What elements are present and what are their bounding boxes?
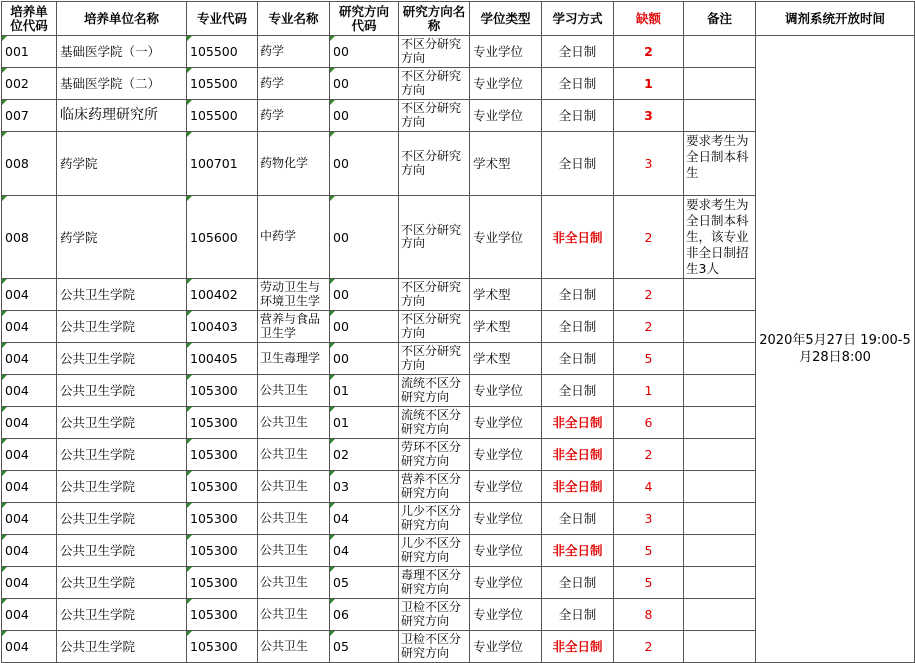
direction-code-cell: 04 <box>330 535 399 567</box>
major-name-cell: 公共卫生 <box>258 503 330 535</box>
remark-cell <box>684 439 756 471</box>
unit-code-cell: 008 <box>2 196 57 279</box>
study-mode-cell: 全日制 <box>542 599 614 631</box>
major-code-cell: 105300 <box>187 439 258 471</box>
major-code-cell: 105300 <box>187 535 258 567</box>
remark-cell <box>684 343 756 375</box>
major-code-cell: 100403 <box>187 311 258 343</box>
vacancy-cell: 2 <box>614 196 684 279</box>
major-name-cell: 公共卫生 <box>258 567 330 599</box>
degree-type-cell: 专业学位 <box>470 471 542 503</box>
major-name-cell: 公共卫生 <box>258 375 330 407</box>
vacancy-cell: 2 <box>614 36 684 68</box>
major-code-cell: 105300 <box>187 631 258 663</box>
header-major-code: 专业代码 <box>187 2 258 36</box>
remark-cell <box>684 471 756 503</box>
major-name-cell: 公共卫生 <box>258 631 330 663</box>
unit-name-cell: 公共卫生学院 <box>57 471 187 503</box>
remark-cell <box>684 36 756 68</box>
open-time-cell: 2020年5月27日 19:00-5月28日8:00 <box>756 36 915 663</box>
study-mode-cell: 全日制 <box>542 375 614 407</box>
unit-code-cell: 004 <box>2 631 57 663</box>
unit-code-cell: 004 <box>2 471 57 503</box>
degree-type-cell: 学术型 <box>470 132 542 196</box>
major-code-cell: 105500 <box>187 36 258 68</box>
degree-type-cell: 专业学位 <box>470 375 542 407</box>
degree-type-cell: 专业学位 <box>470 439 542 471</box>
direction-code-cell: 02 <box>330 439 399 471</box>
vacancy-cell: 5 <box>614 567 684 599</box>
remark-cell: 要求考生为全日制本科生 <box>684 132 756 196</box>
direction-code-cell: 06 <box>330 599 399 631</box>
direction-code-cell: 05 <box>330 567 399 599</box>
major-code-cell: 105300 <box>187 471 258 503</box>
unit-name-cell: 基础医学院（二） <box>57 68 187 100</box>
header-open-time: 调剂系统开放时间 <box>756 2 915 36</box>
direction-name-cell: 不区分研究方向 <box>399 132 470 196</box>
direction-code-cell: 00 <box>330 68 399 100</box>
unit-name-cell: 公共卫生学院 <box>57 631 187 663</box>
study-mode-cell: 全日制 <box>542 132 614 196</box>
direction-name-cell: 流统不区分研究方向 <box>399 375 470 407</box>
direction-code-cell: 00 <box>330 311 399 343</box>
direction-name-cell: 劳环不区分研究方向 <box>399 439 470 471</box>
vacancy-cell: 2 <box>614 279 684 311</box>
header-study-mode: 学习方式 <box>542 2 614 36</box>
major-code-cell: 105300 <box>187 503 258 535</box>
major-name-cell: 公共卫生 <box>258 599 330 631</box>
remark-cell <box>684 567 756 599</box>
direction-name-cell: 儿少不区分研究方向 <box>399 535 470 567</box>
study-mode-cell: 非全日制 <box>542 196 614 279</box>
vacancy-cell: 2 <box>614 439 684 471</box>
unit-code-cell: 004 <box>2 407 57 439</box>
degree-type-cell: 专业学位 <box>470 100 542 132</box>
unit-name-cell: 公共卫生学院 <box>57 311 187 343</box>
unit-code-cell: 008 <box>2 132 57 196</box>
direction-name-cell: 毒理不区分研究方向 <box>399 567 470 599</box>
direction-name-cell: 不区分研究方向 <box>399 196 470 279</box>
major-name-cell: 营养与食品卫生学 <box>258 311 330 343</box>
study-mode-cell: 全日制 <box>542 567 614 599</box>
study-mode-cell: 全日制 <box>542 311 614 343</box>
direction-code-cell: 04 <box>330 503 399 535</box>
vacancy-cell: 3 <box>614 100 684 132</box>
unit-name-cell: 公共卫生学院 <box>57 535 187 567</box>
header-unit-code: 培养单位代码 <box>2 2 57 36</box>
direction-code-cell: 01 <box>330 375 399 407</box>
major-name-cell: 卫生毒理学 <box>258 343 330 375</box>
direction-name-cell: 不区分研究方向 <box>399 343 470 375</box>
unit-code-cell: 002 <box>2 68 57 100</box>
major-name-cell: 药物化学 <box>258 132 330 196</box>
unit-code-cell: 004 <box>2 439 57 471</box>
major-name-cell: 中药学 <box>258 196 330 279</box>
degree-type-cell: 学术型 <box>470 279 542 311</box>
header-unit-name: 培养单位名称 <box>57 2 187 36</box>
remark-cell <box>684 375 756 407</box>
study-mode-cell: 非全日制 <box>542 471 614 503</box>
remark-cell <box>684 279 756 311</box>
unit-code-cell: 004 <box>2 279 57 311</box>
study-mode-cell: 非全日制 <box>542 631 614 663</box>
direction-name-cell: 不区分研究方向 <box>399 36 470 68</box>
major-code-cell: 105300 <box>187 407 258 439</box>
major-name-cell: 公共卫生 <box>258 407 330 439</box>
major-code-cell: 105300 <box>187 375 258 407</box>
major-code-cell: 100701 <box>187 132 258 196</box>
direction-name-cell: 营养不区分研究方向 <box>399 471 470 503</box>
study-mode-cell: 非全日制 <box>542 535 614 567</box>
study-mode-cell: 全日制 <box>542 503 614 535</box>
direction-name-cell: 不区分研究方向 <box>399 311 470 343</box>
major-name-cell: 药学 <box>258 68 330 100</box>
remark-cell <box>684 599 756 631</box>
unit-name-cell: 公共卫生学院 <box>57 567 187 599</box>
direction-code-cell: 00 <box>330 132 399 196</box>
major-code-cell: 105500 <box>187 100 258 132</box>
degree-type-cell: 专业学位 <box>470 503 542 535</box>
unit-code-cell: 004 <box>2 567 57 599</box>
degree-type-cell: 专业学位 <box>470 68 542 100</box>
unit-code-cell: 004 <box>2 535 57 567</box>
degree-type-cell: 专业学位 <box>470 631 542 663</box>
degree-type-cell: 学术型 <box>470 343 542 375</box>
major-name-cell: 药学 <box>258 36 330 68</box>
direction-name-cell: 不区分研究方向 <box>399 68 470 100</box>
vacancy-cell: 6 <box>614 407 684 439</box>
remark-cell <box>684 407 756 439</box>
major-name-cell: 公共卫生 <box>258 439 330 471</box>
unit-code-cell: 007 <box>2 100 57 132</box>
study-mode-cell: 全日制 <box>542 343 614 375</box>
major-code-cell: 105600 <box>187 196 258 279</box>
vacancy-cell: 3 <box>614 503 684 535</box>
vacancy-cell: 8 <box>614 599 684 631</box>
unit-code-cell: 001 <box>2 36 57 68</box>
unit-code-cell: 004 <box>2 343 57 375</box>
unit-name-cell: 临床药理研究所 <box>57 100 187 132</box>
vacancy-cell: 3 <box>614 132 684 196</box>
header-degree-type: 学位类型 <box>470 2 542 36</box>
direction-name-cell: 流统不区分研究方向 <box>399 407 470 439</box>
major-code-cell: 105300 <box>187 567 258 599</box>
major-name-cell: 药学 <box>258 100 330 132</box>
header-vacancies: 缺额 <box>614 2 684 36</box>
remark-cell: 要求考生为全日制本科生，该专业非全日制招生3人 <box>684 196 756 279</box>
unit-name-cell: 药学院 <box>57 132 187 196</box>
vacancy-cell: 5 <box>614 343 684 375</box>
direction-name-cell: 不区分研究方向 <box>399 279 470 311</box>
unit-name-cell: 公共卫生学院 <box>57 279 187 311</box>
direction-code-cell: 00 <box>330 196 399 279</box>
study-mode-cell: 全日制 <box>542 68 614 100</box>
degree-type-cell: 专业学位 <box>470 599 542 631</box>
major-code-cell: 105500 <box>187 68 258 100</box>
direction-code-cell: 00 <box>330 343 399 375</box>
unit-code-cell: 004 <box>2 311 57 343</box>
degree-type-cell: 专业学位 <box>470 196 542 279</box>
direction-name-cell: 儿少不区分研究方向 <box>399 503 470 535</box>
study-mode-cell: 非全日制 <box>542 407 614 439</box>
header-major-name: 专业名称 <box>258 2 330 36</box>
unit-name-cell: 公共卫生学院 <box>57 599 187 631</box>
degree-type-cell: 专业学位 <box>470 567 542 599</box>
remark-cell <box>684 100 756 132</box>
header-remarks: 备注 <box>684 2 756 36</box>
unit-name-cell: 公共卫生学院 <box>57 503 187 535</box>
study-mode-cell: 全日制 <box>542 100 614 132</box>
direction-code-cell: 00 <box>330 100 399 132</box>
direction-code-cell: 01 <box>330 407 399 439</box>
header-direction-name: 研究方向名称 <box>399 2 470 36</box>
direction-code-cell: 00 <box>330 36 399 68</box>
unit-name-cell: 公共卫生学院 <box>57 343 187 375</box>
study-mode-cell: 全日制 <box>542 36 614 68</box>
major-name-cell: 公共卫生 <box>258 471 330 503</box>
major-name-cell: 劳动卫生与环境卫生学 <box>258 279 330 311</box>
major-code-cell: 100405 <box>187 343 258 375</box>
study-mode-cell: 非全日制 <box>542 439 614 471</box>
study-mode-cell: 全日制 <box>542 279 614 311</box>
table-row <box>2 36 915 68</box>
degree-type-cell: 专业学位 <box>470 36 542 68</box>
remark-cell <box>684 311 756 343</box>
header-row <box>2 2 915 36</box>
vacancy-cell: 2 <box>614 311 684 343</box>
admission-table <box>1 1 915 663</box>
unit-name-cell: 基础医学院（一） <box>57 36 187 68</box>
direction-code-cell: 05 <box>330 631 399 663</box>
vacancy-cell: 2 <box>614 631 684 663</box>
header-direction-code: 研究方向代码 <box>330 2 399 36</box>
vacancy-cell: 1 <box>614 68 684 100</box>
unit-code-cell: 004 <box>2 503 57 535</box>
vacancy-cell: 5 <box>614 535 684 567</box>
remark-cell <box>684 68 756 100</box>
major-code-cell: 105300 <box>187 599 258 631</box>
direction-code-cell: 03 <box>330 471 399 503</box>
vacancy-cell: 1 <box>614 375 684 407</box>
unit-name-cell: 公共卫生学院 <box>57 439 187 471</box>
direction-name-cell: 卫检不区分研究方向 <box>399 631 470 663</box>
degree-type-cell: 专业学位 <box>470 535 542 567</box>
remark-cell <box>684 503 756 535</box>
direction-code-cell: 00 <box>330 279 399 311</box>
degree-type-cell: 学术型 <box>470 311 542 343</box>
remark-cell <box>684 535 756 567</box>
unit-name-cell: 公共卫生学院 <box>57 407 187 439</box>
direction-name-cell: 不区分研究方向 <box>399 100 470 132</box>
unit-name-cell: 药学院 <box>57 196 187 279</box>
major-code-cell: 100402 <box>187 279 258 311</box>
remark-cell <box>684 631 756 663</box>
vacancy-cell: 4 <box>614 471 684 503</box>
unit-code-cell: 004 <box>2 375 57 407</box>
unit-name-cell: 公共卫生学院 <box>57 375 187 407</box>
unit-code-cell: 004 <box>2 599 57 631</box>
degree-type-cell: 专业学位 <box>470 407 542 439</box>
direction-name-cell: 卫检不区分研究方向 <box>399 599 470 631</box>
major-name-cell: 公共卫生 <box>258 535 330 567</box>
